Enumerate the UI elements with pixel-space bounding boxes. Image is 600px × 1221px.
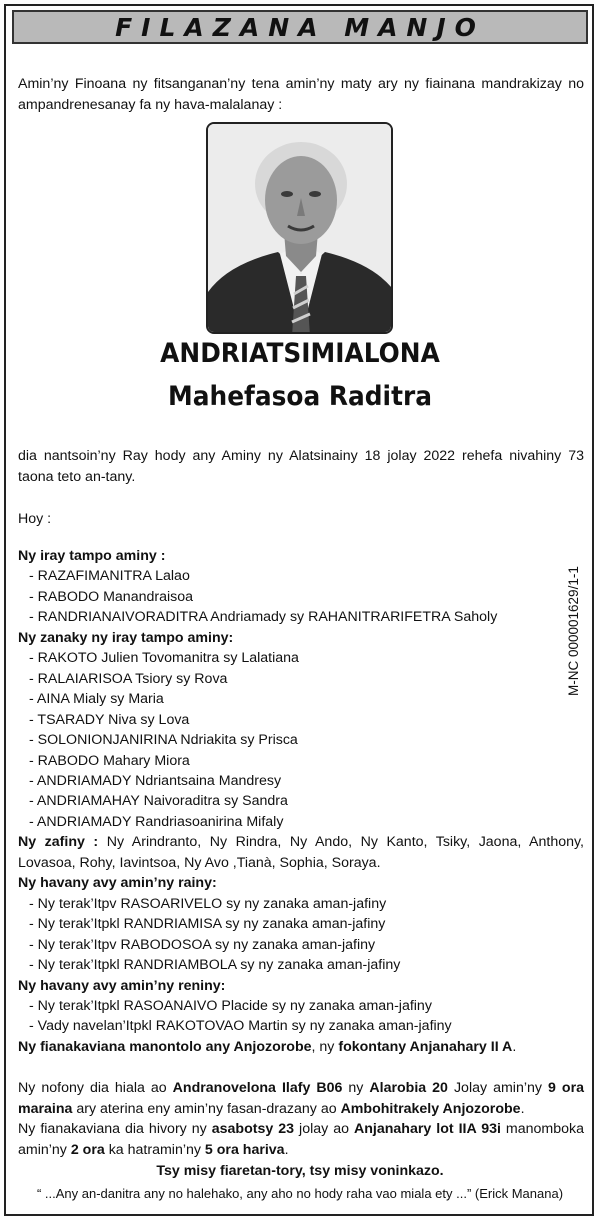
body-location-paragraph — [18, 1078, 584, 1160]
text-run: 2 ora — [70, 1141, 105, 1158]
spouse-heading: Ny iray tampo aminy : — [18, 548, 166, 564]
grandchildren-names: Ny Arindranto, Ny Rindra, Ny Ando, Ny Kanto, Tsiky, Jaona, Anthony, Lovasoa, Rohy, Iavintsoa, Ny Avo ,Tianà, Sophia, Soraya. — [18, 834, 584, 871]
portrait-image — [208, 124, 393, 334]
text-run: . — [284, 1141, 289, 1158]
list-item: - SOLONIONJANIRINA Ndriakita sy Prisca — [29, 732, 298, 749]
list-item: - TSARADY Niva sy Lova — [29, 711, 190, 728]
text-run: Ny fianakaviana dia hivory ny — [18, 1121, 212, 1137]
motto: Tsy misy fiaretan-tory, tsy misy voninkazo. — [156, 1163, 444, 1179]
hoy-label: Hoy : — [18, 511, 52, 527]
grandchildren-heading: Ny zafiny : — [18, 834, 99, 851]
list-item: - RANDRIANAIVORADITRA Andriamady sy RAHANITRARIFETRA Saholy — [29, 609, 498, 626]
text-run: ka hatramin’ny — [104, 1141, 205, 1158]
portrait-photo — [206, 122, 393, 334]
header-title: FILAZANA MANJO — [115, 12, 485, 42]
intro-text: Amin’ny Finoana ny fitsanganan’ny tena amin’ny maty ary ny fiainana mandrakizay no ampandrenesanay fa ny hava-malalanay : — [18, 76, 584, 113]
text-run: asabotsy 23 — [211, 1121, 295, 1137]
list-item: - Ny terak’Itpv RABODOSOA sy ny zanaka aman-jafiny — [29, 936, 376, 953]
grandchildren-paragraph — [18, 832, 584, 873]
list-item: - RAZAFIMANITRA Lalao — [29, 568, 190, 585]
list-item: - RALAIARISOA Tsiory sy Rova — [29, 670, 228, 687]
text-run: Andranovelona Ilafy B06 — [172, 1080, 343, 1096]
list-item: - RAKOTO Julien Tovomanitra sy Lalatiana — [29, 650, 299, 667]
list-item: - Vady navelan’Itpkl RAKOTOVAO Martin sy ny zanaka aman-jafiny — [29, 1018, 452, 1035]
family-line-part: Ny fianakaviana manontolo any Anjozorobe — [18, 1038, 312, 1055]
text-run: manomboka amin’ny — [18, 1121, 584, 1158]
family-line-part: fokontany Anjanahary II A — [338, 1038, 513, 1055]
text-run: 5 ora hariva — [204, 1141, 285, 1158]
text-run: ary aterina eny amin’ny fasan-drazany ao — [72, 1100, 341, 1117]
list-item: - AINA Mialy sy Maria — [29, 691, 164, 708]
text-run: Ambohitrakely Anjozorobe — [340, 1100, 521, 1117]
text-run: Jolay amin’ny — [447, 1080, 548, 1096]
closing-quote: “ ...Any an-danitra any no halehako, any aho no hody raha vao miala ety ...” (Erick Manana) — [36, 1186, 564, 1201]
text-run: ny — [342, 1080, 370, 1096]
text-run: Anjanahary lot IIA 93i — [354, 1121, 501, 1137]
text-run: Ny nofony dia hiala ao — [18, 1080, 173, 1096]
list-item: - ANDRIAMADY Ndriantsaina Mandresy — [29, 772, 282, 789]
text-run: 9 ora maraina — [18, 1080, 584, 1117]
list-item: - RABODO Manandraisoa — [29, 588, 194, 605]
list-item: - Ny terak’Itpkl RANDRIAMBOLA sy ny zanaka aman-jafiny — [29, 957, 401, 974]
deceased-name-line2: Mahefasoa Raditra — [168, 381, 432, 412]
notice-header — [12, 10, 588, 44]
deceased-name-line1: ANDRIATSIMIALONA — [160, 338, 440, 369]
father-side-heading: Ny havany avy amin’ny rainy: — [18, 875, 217, 892]
family-line-part: , ny — [311, 1038, 339, 1055]
list-item: - RABODO Mahary Miora — [29, 752, 190, 769]
mother-side-heading: Ny havany avy amin’ny reniny: — [18, 977, 226, 994]
family-line-part: . — [512, 1038, 517, 1055]
text-run: jolay ao — [294, 1121, 354, 1137]
list-item: - ANDRIAMAHAY Naivoraditra sy Sandra — [29, 793, 288, 810]
death-notice: dia nantsoin’ny Ray hody any Aminy ny Alatsinainy 18 jolay 2022 rehefa nivahiny 73 taona teto an-tany. — [18, 448, 584, 485]
text-run: Alarobia 20 — [369, 1080, 448, 1096]
list-item: - Ny terak’Itpv RASOARIVELO sy ny zanaka aman-jafiny — [29, 895, 387, 912]
family-line — [18, 1037, 584, 1057]
list-item: - Ny terak’Itpkl RASOANAIVO Placide sy ny zanaka aman-jafiny — [29, 997, 432, 1014]
list-item: - Ny terak’Itpkl RANDRIAMISA sy ny zanaka aman-jafiny — [29, 916, 386, 933]
list-item: - ANDRIAMADY Randriasoanirina Mifaly — [29, 813, 284, 830]
reference-code: M-NC 000001629/1-1 — [566, 566, 581, 696]
family-list — [18, 546, 584, 1057]
children-heading: Ny zanaky ny iray tampo aminy: — [18, 629, 234, 646]
text-run: . — [520, 1100, 525, 1117]
